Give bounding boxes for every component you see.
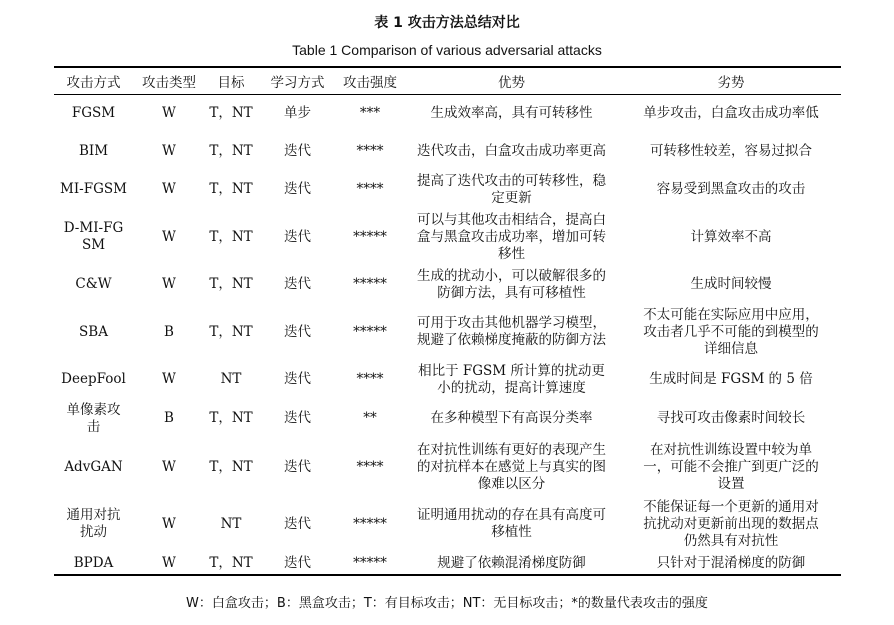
cell-strength (338, 361, 402, 399)
strength-text: **** (356, 143, 384, 159)
advantage-text: 证明通用扰动的存在具有高度可移植性 (417, 507, 606, 540)
disadvantage-text: 生成时间较慢 (690, 276, 772, 292)
learning-text: 迭代 (284, 276, 311, 292)
cell-advantage (402, 439, 621, 496)
cell-disadvantage (621, 439, 841, 496)
cell-advantage (402, 361, 621, 399)
cell-strength (338, 496, 402, 553)
cell-method (54, 171, 133, 209)
table-row (54, 171, 841, 209)
method-text: SBA (79, 323, 108, 340)
table-footnote: W：白盒攻击；B：黑盒攻击；T：有目标攻击；NT：无目标攻击；*的数量代表攻击的强度 (186, 596, 708, 611)
strength-text: ***** (353, 323, 387, 340)
advantage-text: 规避了依赖混淆梯度防御 (437, 554, 586, 571)
cell-type (133, 95, 205, 133)
target-text: T，NT (209, 105, 253, 122)
table-row (54, 496, 841, 553)
learning-text: 迭代 (284, 181, 311, 197)
method-text: BIM (78, 143, 109, 159)
advantage-text: 在对抗性训练有更好的表现产生的对抗样本在感觉上与真实的图像难以区分 (417, 441, 606, 492)
cell-learning (257, 553, 338, 575)
cell-learning (257, 209, 338, 266)
table-body (54, 95, 841, 575)
cell-advantage (402, 266, 621, 304)
header-disadvantage: 劣势 (621, 67, 841, 95)
advantage-text: 提高了迭代攻击的可转移性，稳定更新 (417, 172, 606, 206)
learning-text: 迭代 (284, 228, 311, 245)
learning-text: 迭代 (284, 371, 311, 387)
cell-disadvantage (621, 171, 841, 209)
cell-method (54, 266, 133, 304)
cell-strength (338, 95, 402, 133)
cell-strength (338, 553, 402, 575)
type-text: W (162, 143, 176, 159)
type-text: W (162, 371, 176, 387)
target-text: T，NT (209, 276, 253, 292)
table-title-en: Table 1 Comparison of various adversarial attacks (292, 42, 602, 58)
method-text: BPDA (73, 554, 114, 571)
cell-method (54, 439, 133, 496)
advantage-text: 迭代攻击，白盒攻击成功率更高 (417, 143, 606, 159)
target-text: T，NT (209, 458, 253, 475)
target-text: T，NT (209, 181, 253, 197)
header-target: 目标 (205, 67, 257, 95)
cell-learning (257, 304, 338, 361)
table-row (54, 439, 841, 496)
advantage-text: 生成的扰动小，可以破解很多的防御方法，具有可移植性 (417, 267, 606, 301)
table-row (54, 95, 841, 133)
method-text: 通用对抗扰动 (66, 507, 121, 540)
cell-disadvantage (621, 304, 841, 361)
advantage-text: 可用于攻击其他机器学习模型，规避了依赖梯度掩蔽的防御方法 (417, 315, 606, 348)
table-header (54, 67, 841, 95)
learning-text: 单步 (284, 105, 311, 122)
target-text: NT (220, 515, 242, 532)
cell-strength (338, 266, 402, 304)
disadvantage-text: 计算效率不高 (690, 228, 772, 245)
disadvantage-text: 不能保证每一个更新的通用对抗扰动对更新前出现的数据点仍然具有对抗性 (643, 498, 819, 549)
cell-learning (257, 171, 338, 209)
cell-target (205, 399, 257, 439)
cell-target (205, 439, 257, 496)
cell-advantage (402, 399, 621, 439)
target-text: T，NT (209, 410, 253, 426)
cell-target (205, 496, 257, 553)
cell-strength (338, 399, 402, 439)
cell-type (133, 361, 205, 399)
learning-text: 迭代 (284, 515, 311, 532)
cell-type (133, 133, 205, 171)
cell-method (54, 133, 133, 171)
cell-target (205, 553, 257, 575)
cell-strength (338, 171, 402, 209)
cell-target (205, 95, 257, 133)
target-text: NT (220, 371, 242, 387)
table-row (54, 133, 841, 171)
type-text: W (162, 458, 176, 475)
learning-text: 迭代 (284, 458, 311, 475)
cell-learning (257, 439, 338, 496)
type-text: W (162, 554, 176, 571)
target-text: T，NT (209, 143, 253, 159)
type-text: B (164, 410, 174, 426)
cell-advantage (402, 171, 621, 209)
cell-disadvantage (621, 95, 841, 133)
cell-advantage (402, 496, 621, 553)
cell-learning (257, 133, 338, 171)
cell-target (205, 266, 257, 304)
cell-type (133, 496, 205, 553)
cell-advantage (402, 304, 621, 361)
cell-disadvantage (621, 133, 841, 171)
type-text: W (162, 181, 176, 197)
strength-text: **** (356, 371, 384, 387)
cell-strength (338, 209, 402, 266)
learning-text: 迭代 (284, 323, 311, 340)
target-text: T，NT (209, 323, 253, 340)
learning-text: 迭代 (284, 143, 311, 159)
cell-type (133, 304, 205, 361)
header-learning: 学习方式 (257, 67, 338, 95)
table-row (54, 209, 841, 266)
method-text: MI-FGSM (60, 181, 127, 197)
table-row (54, 399, 841, 439)
method-text: AdvGAN (64, 458, 123, 475)
cell-disadvantage (621, 209, 841, 266)
header-advantage: 优势 (402, 67, 621, 95)
header-strength: 攻击强度 (338, 67, 402, 95)
cell-learning (257, 266, 338, 304)
cell-type (133, 439, 205, 496)
cell-disadvantage (621, 266, 841, 304)
advantage-text: 相比于 FGSM 所计算的扰动更小的扰动，提高计算速度 (418, 362, 605, 396)
learning-text: 迭代 (284, 410, 311, 426)
disadvantage-text: 生成时间是 FGSM 的 5 倍 (649, 371, 813, 387)
strength-text: ***** (353, 276, 387, 292)
strength-text: ***** (353, 515, 387, 532)
cell-method (54, 361, 133, 399)
type-text: W (162, 515, 176, 532)
comparison-table (54, 66, 841, 576)
header-method: 攻击方式 (54, 67, 133, 95)
cell-type (133, 399, 205, 439)
table-row (54, 553, 841, 575)
cell-target (205, 304, 257, 361)
disadvantage-text: 在对抗性训练设置中较为单一，可能不会推广到更广泛的设置 (643, 441, 819, 492)
cell-method (54, 399, 133, 439)
disadvantage-text: 单步攻击，白盒攻击成功率低 (643, 105, 819, 122)
advantage-text: 可以与其他攻击相结合，提高白盒与黑盒攻击成功率，增加可转移性 (417, 211, 606, 262)
cell-disadvantage (621, 399, 841, 439)
disadvantage-text: 容易受到黑盒攻击的攻击 (656, 181, 806, 197)
cell-target (205, 361, 257, 399)
disadvantage-text: 不太可能在实际应用中应用，攻击者几乎不可能的到模型的详细信息 (643, 306, 819, 357)
strength-text: *** (359, 105, 381, 122)
type-text: B (164, 323, 174, 340)
cell-method (54, 496, 133, 553)
strength-text: ** (363, 410, 377, 426)
cell-advantage (402, 95, 621, 133)
type-text: W (162, 105, 176, 122)
advantage-text: 在多种模型下有高误分类率 (430, 410, 593, 426)
strength-text: ***** (353, 554, 387, 571)
target-text: T，NT (209, 228, 253, 245)
cell-target (205, 133, 257, 171)
cell-type (133, 266, 205, 304)
cell-type (133, 553, 205, 575)
method-text: DeepFool (61, 371, 126, 387)
cell-learning (257, 361, 338, 399)
type-text: W (162, 276, 176, 292)
cell-disadvantage (621, 553, 841, 575)
method-text: D-MI-FGSM (63, 220, 124, 253)
cell-advantage (402, 209, 621, 266)
table-row (54, 361, 841, 399)
strength-text: ***** (353, 228, 387, 245)
cell-target (205, 171, 257, 209)
cell-method (54, 95, 133, 133)
disadvantage-text: 只针对于混淆梯度的防御 (656, 554, 806, 571)
table-row (54, 266, 841, 304)
header-type: 攻击类型 (133, 67, 205, 95)
cell-disadvantage (621, 496, 841, 553)
strength-text: **** (356, 181, 384, 197)
strength-text: **** (356, 458, 384, 475)
table-row (54, 304, 841, 361)
cell-learning (257, 496, 338, 553)
type-text: W (162, 228, 176, 245)
cell-method (54, 553, 133, 575)
cell-strength (338, 304, 402, 361)
cell-target (205, 209, 257, 266)
cell-strength (338, 439, 402, 496)
cell-type (133, 171, 205, 209)
advantage-text: 生成效率高，具有可转移性 (430, 105, 593, 122)
method-text: C&W (75, 276, 112, 292)
cell-learning (257, 399, 338, 439)
cell-type (133, 209, 205, 266)
disadvantage-text: 可转移性较差，容易过拟合 (650, 143, 812, 159)
disadvantage-text: 寻找可攻击像素时间较长 (656, 410, 806, 426)
method-text: 单像素攻击 (66, 401, 121, 435)
cell-method (54, 209, 133, 266)
learning-text: 迭代 (284, 554, 311, 571)
cell-method (54, 304, 133, 361)
method-text: FGSM (71, 105, 116, 122)
target-text: T，NT (209, 554, 253, 571)
table-title-cn: 表 1 攻击方法总结对比 (374, 15, 520, 31)
cell-disadvantage (621, 361, 841, 399)
cell-advantage (402, 133, 621, 171)
cell-learning (257, 95, 338, 133)
cell-strength (338, 133, 402, 171)
cell-advantage (402, 553, 621, 575)
